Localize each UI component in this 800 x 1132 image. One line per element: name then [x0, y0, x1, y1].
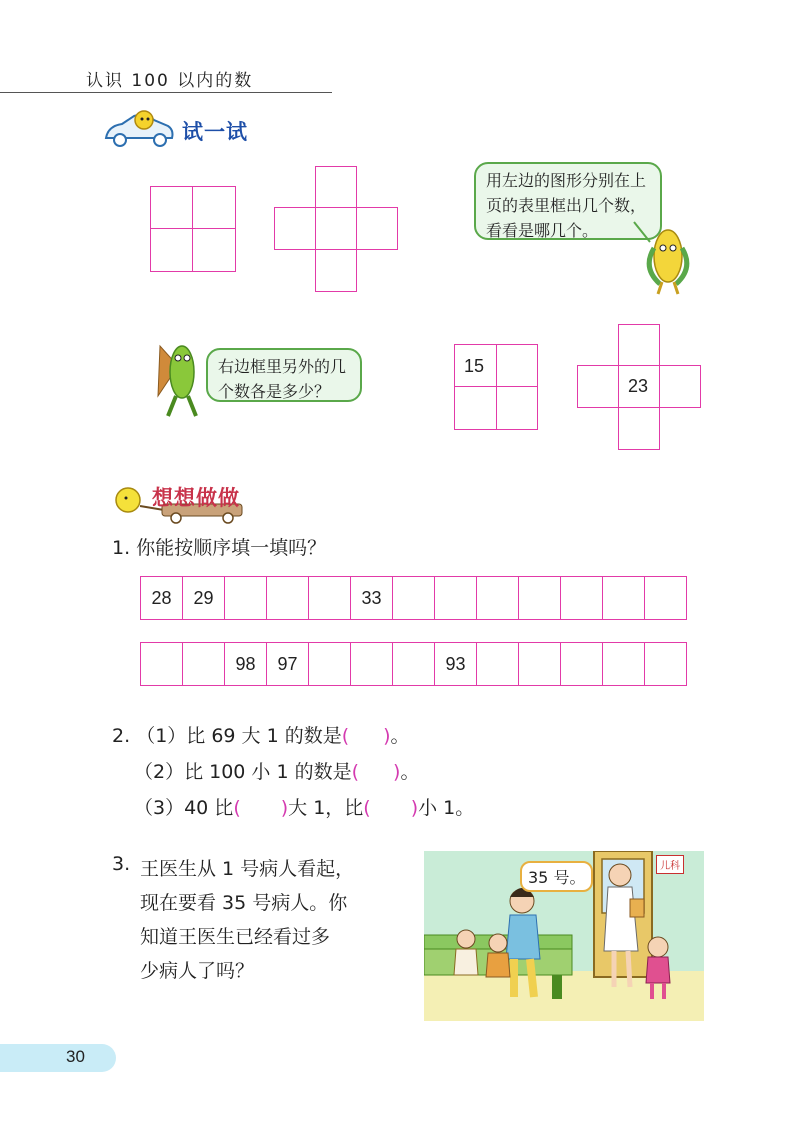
question-3-line: 现在要看 35 号病人。你 — [140, 892, 348, 914]
page-number-tab — [0, 1044, 116, 1072]
number-cell[interactable] — [225, 577, 267, 620]
number-cell[interactable] — [603, 643, 645, 686]
number-cell[interactable]: 33 — [351, 577, 393, 620]
answer-open-paren: ( — [363, 797, 371, 819]
page-header-title: 认识 100 以内的数 — [86, 71, 254, 91]
answer-close-paren: ) — [383, 725, 391, 747]
number-cell[interactable] — [561, 577, 603, 620]
punctuation: 。 — [400, 761, 420, 783]
number-cell[interactable]: 28 — [141, 577, 183, 620]
page-number: 30 — [66, 1047, 85, 1066]
question-2-1-text: （1）比 69 大 1 的数是 — [136, 725, 342, 747]
car-mascot-icon — [102, 108, 176, 148]
question-2-3-text-b: 大 1，比 — [288, 797, 364, 819]
section-title-try: 试一试 — [182, 120, 248, 144]
number-cell[interactable]: 29 — [183, 577, 225, 620]
answer-close-paren: ) — [410, 797, 419, 819]
question-2-2-text: （2）比 100 小 1 的数是 — [134, 761, 352, 783]
question-3-line: 少病人了吗？ — [140, 960, 255, 982]
number-cell[interactable] — [309, 577, 351, 620]
question-1-text: 1. 你能按顺序填一填吗？ — [112, 537, 327, 559]
number-cell[interactable] — [351, 643, 393, 686]
number-cell[interactable] — [561, 643, 603, 686]
department-sign: 儿科 — [656, 855, 684, 874]
number-cell[interactable]: 93 — [435, 643, 477, 686]
question-3-text — [140, 852, 354, 988]
number-cell[interactable] — [435, 577, 477, 620]
question-2-part-2 — [134, 760, 419, 784]
question-2-3-text-c: 小 1。 — [418, 797, 475, 819]
grid-cell-value: 23 — [628, 376, 649, 396]
number-cell[interactable] — [519, 643, 561, 686]
question-3-number: 3. — [112, 853, 131, 875]
grid-cell-value: 15 — [464, 356, 485, 376]
answer-open-paren: ( — [233, 797, 241, 819]
number-cell[interactable] — [519, 577, 561, 620]
number-cell[interactable] — [603, 577, 645, 620]
answer-open-paren: ( — [341, 725, 350, 747]
punctuation: 。 — [390, 725, 410, 747]
section-title-think: 想想做做 — [152, 486, 240, 510]
answer-close-paren: ) — [393, 761, 401, 783]
question-2-3-text-a: （3）40 比 — [134, 797, 234, 819]
number-cell[interactable] — [141, 643, 183, 686]
question-3-line: 知道王医生已经看过多 — [140, 926, 331, 948]
number-row-1 — [140, 576, 687, 620]
number-cell[interactable] — [309, 643, 351, 686]
number-row-2 — [140, 642, 687, 686]
header-rule — [0, 92, 332, 93]
number-cell[interactable] — [393, 643, 435, 686]
number-cell[interactable]: 97 — [267, 643, 309, 686]
hint-bubble-left-text: 右边框里另外的几个数各是多少？ — [218, 357, 347, 401]
question-3-line: 王医生从 1 号病人看起， — [140, 858, 355, 880]
answer-open-paren: ( — [351, 761, 360, 783]
hint-bubble-left — [206, 348, 362, 402]
number-cell[interactable]: 98 — [225, 643, 267, 686]
question-2-number: 2. — [112, 725, 131, 747]
speech-bubble: 35 号。 — [520, 861, 593, 892]
grasshopper-mascot-icon — [150, 336, 210, 420]
corn-mascot-icon — [630, 218, 700, 296]
clinic-illustration — [424, 851, 704, 1021]
number-cell[interactable] — [477, 577, 519, 620]
hint-bubble-right-text: 用左边的图形分别在上页的表里框出几个数，看看是哪几个。 — [486, 171, 647, 240]
number-cell[interactable] — [183, 643, 225, 686]
number-cell[interactable] — [477, 643, 519, 686]
number-cell[interactable] — [393, 577, 435, 620]
number-cell[interactable] — [645, 577, 687, 620]
number-cell[interactable] — [267, 577, 309, 620]
question-2-part-1 — [112, 724, 410, 748]
answer-close-paren: ) — [280, 797, 289, 819]
number-cell[interactable] — [645, 643, 687, 686]
question-2-part-3 — [134, 796, 474, 820]
